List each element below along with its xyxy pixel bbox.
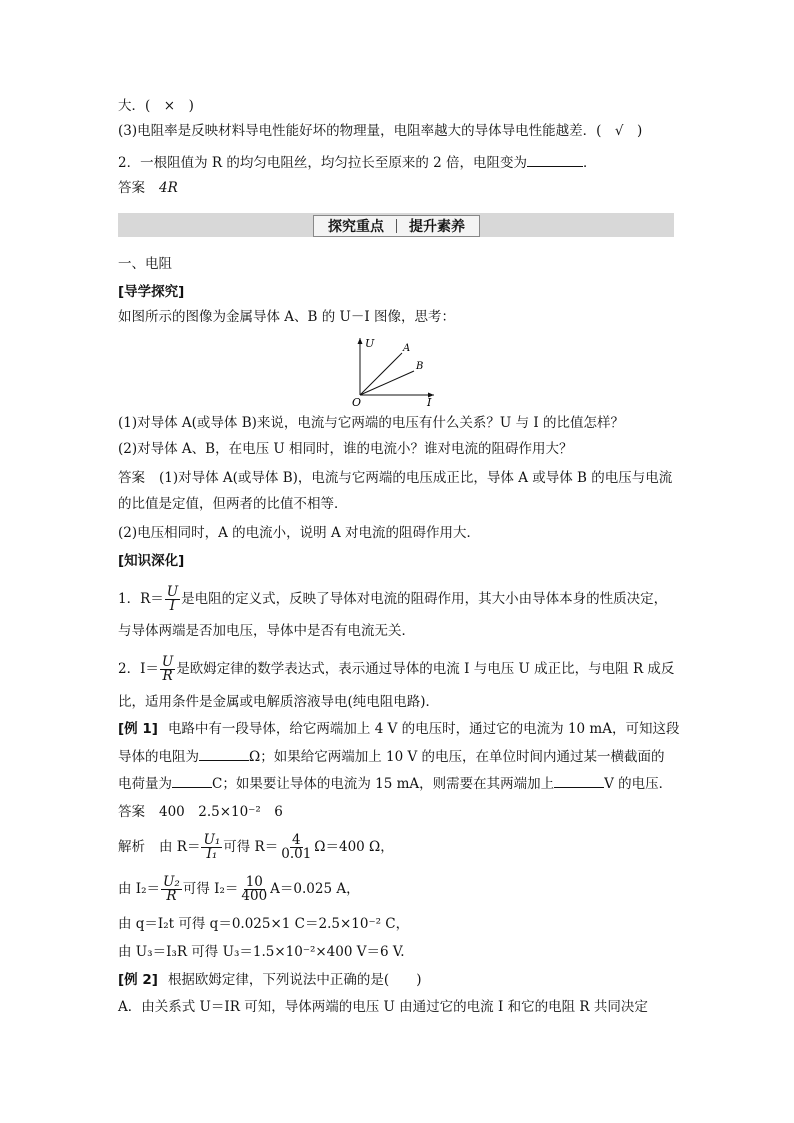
fraction: $\frac{\text{U₁}}{\text{I₁}}$ — [203, 832, 221, 862]
x-axis-label: I — [427, 396, 432, 408]
solution-line: 由 U₃＝I₃R 可得 U₃＝1.5×10⁻²×400 V＝6 V. — [118, 944, 405, 960]
option-a: A．由关系式 U＝IR 可知，导体两端的电压 U 由通过它的电流 I 和它的电阻 R 共同决定 — [118, 999, 648, 1015]
fraction: $\frac{U}{I}$ — [166, 584, 179, 614]
answer-line: 答案 4R — [118, 180, 178, 196]
answer-blank — [554, 773, 604, 788]
knowledge-2: 2．I＝ $\frac{U}{R}$ 是欧姆定律的数学表达式，表示通过导体的电流 I 与电压 U 成正比，与电阻 R 成反 — [118, 654, 675, 684]
answer-line: 答案 400 2.5×10⁻² 6 — [118, 804, 283, 820]
text-line: (2)对导体 A、B，在电压 U 相同时，谁的电流小？谁对电流的阻碍作用大？ — [118, 441, 573, 457]
example-1-line: 导体的电阻为 Ω；如果给它两端加上 10 V 的电压，在单位时间内通过某一横截面的 — [118, 746, 676, 767]
text-line: 大．( × ) — [118, 98, 194, 114]
answer-blank — [527, 152, 583, 167]
divider — [396, 219, 397, 233]
text-line: (1)对导体 A(或导体 B)来说，电流与它两端的电压有什么关系？U 与 I 的比值怎样？ — [118, 415, 624, 431]
section-tag: [知识深化] — [118, 553, 185, 569]
solution-line: 由 I₂＝ $\frac{\text{U₂}}{R}$ 可得 I₂＝ $\frac{10}{400}$ A＝0.025 A， — [118, 874, 360, 904]
solution-line: 解析 由 R＝ $\frac{\text{U₁}}{\text{I₁}}$ 可得 R＝ $\frac{4}{0.01}$ Ω＝400 Ω， — [118, 832, 394, 862]
fraction: $\frac{10}{400}$ — [241, 874, 268, 904]
knowledge-1: 1．R＝ $\frac{U}{I}$ 是电阻的定义式，反映了导体对电流的阻碍作用，其大小由导体本身的性质决定， — [118, 584, 668, 614]
text-line: (3)电阻率是反映材料导电性能好坏的物理量，电阻率越大的导体导电性能越差．( √ ) — [118, 123, 643, 139]
text-line: 如图所示的图像为金属导体 A、B 的 U－I 图像，思考： — [118, 309, 456, 325]
y-axis-label: U — [365, 337, 375, 350]
text-line: 比，适用条件是金属或电解质溶液导电(纯电阻电路)． — [118, 694, 440, 710]
fraction: $\frac{4}{0.01}$ — [281, 832, 312, 862]
section-banner-title: 探究重点 提升素养 — [313, 215, 480, 237]
text-line: 的比值是定值，但两者的比值不相等． — [118, 496, 348, 512]
line-a — [360, 353, 402, 395]
line-b-label: B — [416, 361, 424, 372]
u-i-graph — [350, 333, 450, 408]
y-axis-arrow — [358, 338, 363, 344]
question-2: 2．一根阻值为 R 的均匀电阻丝，均匀拉长至原来的 2 倍，电阻变为 ． — [118, 152, 676, 173]
answer-line: 答案 (1)对导体 A(或导体 B)，电流与它两端的电压成正比，导体 A 或导体 B 的电压与电流 — [118, 470, 673, 486]
example-1-line: 电荷量为 C；如果要让导体的电流为 15 mA，则需要在其两端加上 V 的电压． — [118, 773, 676, 794]
line-b — [360, 371, 414, 395]
line-a-label: A — [403, 343, 411, 354]
origin-label: O — [352, 396, 362, 408]
fraction: $\frac{\text{U₂}}{R}$ — [163, 874, 180, 904]
example-1-line: [例 1] 电路中有一段导体，给它两端加上 4 V 的电压时，通过它的电流为 10 mA，可知这段 — [118, 721, 680, 737]
text-line: 与导体两端是否加电压，导体中是否有电流无关． — [118, 623, 415, 639]
section-title: 一、电阻 — [118, 256, 172, 272]
text-line: (2)电压相同时，A 的电流小，说明 A 对电流的阻碍作用大． — [118, 525, 480, 541]
example-2-line: [例 2] 根据欧姆定律，下列说法中正确的是( ) — [118, 972, 422, 988]
solution-line: 由 q＝I₂t 可得 q＝0.025×1 C＝2.5×10⁻² C， — [118, 916, 410, 932]
answer-blank — [172, 773, 212, 788]
answer-blank — [199, 746, 249, 761]
section-tag: [导学探究] — [118, 284, 185, 300]
fraction: $\frac{U}{R}$ — [161, 654, 174, 684]
